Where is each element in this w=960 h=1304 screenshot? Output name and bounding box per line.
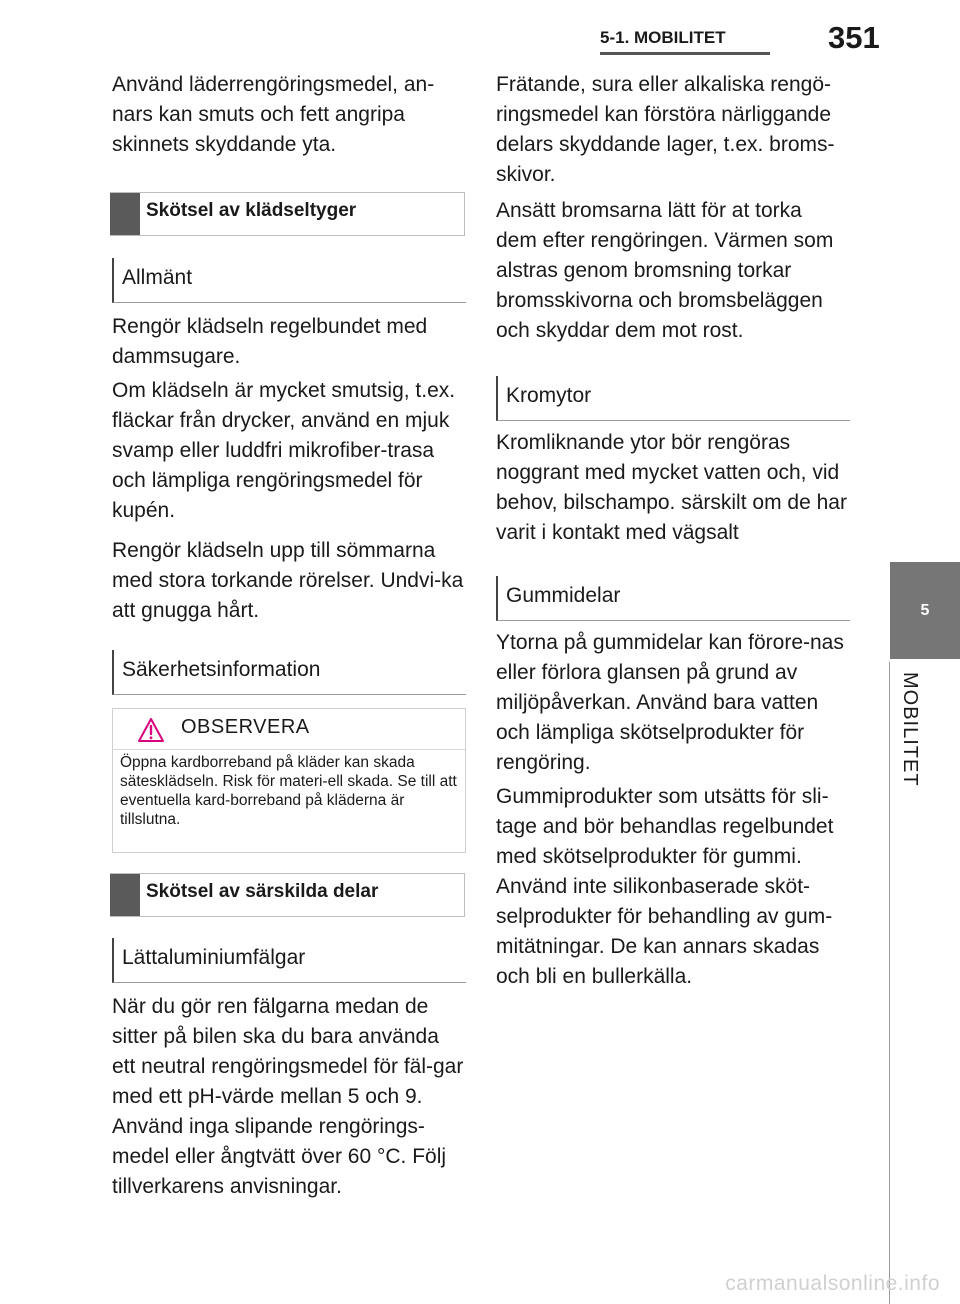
intro-paragraph: Använd läderrengöringsmedel, an-nars kan smuts och fett angripa skinnets skyddande yta. (112, 73, 435, 156)
heading-special-parts (110, 873, 465, 917)
subheading-general (112, 258, 466, 303)
page-number: 351 (828, 20, 880, 55)
heading-marker (110, 874, 140, 916)
subheading-alloy-wheels-text: Lättaluminiumfälgar (122, 946, 306, 969)
subheading-chrome-text: Kromytor (506, 384, 592, 407)
subheading-general-text: Allmänt (122, 266, 193, 289)
paragraph-general-1: Rengör klädseln regelbundet med dammsugare. (112, 315, 428, 368)
chapter-number: 5 (920, 601, 930, 619)
subheading-rubber (496, 576, 850, 621)
watermark: carmanualsonline.info (725, 1272, 940, 1295)
paragraph-acid-cleaners: Frätande, sura eller alkaliska rengö-ringsmedel kan förstöra närliggande delars skyddande lager, t.ex. broms-skivor. (496, 73, 835, 186)
heading-upholstery-text: Skötsel av klädseltyger (146, 200, 357, 221)
section-title: 5-1. MOBILITET (600, 28, 726, 47)
warning-box (112, 708, 466, 853)
warning-title: OBSERVERA (181, 716, 310, 738)
subheading-safety (112, 650, 466, 695)
subheading-alloy-wheels (112, 938, 466, 983)
heading-marker (110, 193, 140, 235)
warning-header (113, 709, 465, 750)
paragraph-rubber-2: Gummiprodukter som utsätts för sli-tage and bör behandlas regelbundet med skötselprodukter för gummi. Använd inte silikonbaserade sköt-selprodukter för behandling av gum-mitätningar. De kan annars skadas och bli en bullerkälla. (496, 785, 834, 988)
paragraph-alloy-wheels: När du gör ren fälgarna medan de sitter på bilen ska du bara använda ett neutral rengöringsmedel för fäl-gar med ett pH-värde mellan 5 och 9. Använd inga slipande rengörings-medel eller ångtvätt över 60 °C. Följ tillverkarens anvisningar. (112, 995, 464, 1198)
header-rule (600, 52, 770, 55)
subheading-safety-text: Säkerhetsinformation (122, 658, 321, 681)
paragraph-chrome: Kromliknande ytor bör rengöras noggrant med mycket vatten och, vid behov, bilschampo. särskilt om de har varit i kontakt med vägsalt (496, 431, 847, 544)
warning-triangle-icon (137, 717, 165, 743)
subheading-rubber-text: Gummidelar (506, 584, 621, 607)
chapter-tab-number (890, 562, 960, 659)
heading-upholstery (110, 192, 465, 236)
chapter-tab-label (890, 662, 960, 1302)
paragraph-brakes: Ansätt bromsarna lätt för at torka dem efter rengöringen. Värmen som alstras genom bromsning torkar bromsskivorna och bromsbeläggen och skyddar dem mot rost. (496, 199, 834, 342)
chapter-label: MOBILITET (899, 672, 921, 787)
paragraph-general-3: Rengör klädseln upp till sömmarna med stora torkande rörelser. Undvi-ka att gnugga hårt. (112, 539, 464, 622)
heading-special-parts-text: Skötsel av särskilda delar (146, 881, 379, 902)
warning-text: Öppna kardborreband på kläder kan skada sätesklädseln. Risk för materi-ell skada. Se till att eventuella kard-borreband på kläderna är tillslutna. (120, 754, 457, 828)
subheading-chrome (496, 376, 850, 421)
paragraph-general-2: Om klädseln är mycket smutsig, t.ex. fläckar från drycker, använd en mjuk svamp eller luddfri mikrofiber-trasa och lämpliga rengöringsmedel för kupén. (112, 379, 456, 522)
paragraph-rubber-1: Ytorna på gummidelar kan förore-nas eller förlora glansen på grund av miljöpåverkan. Använd bara vatten och lämpliga skötselprodukter för rengöring. (496, 631, 844, 774)
